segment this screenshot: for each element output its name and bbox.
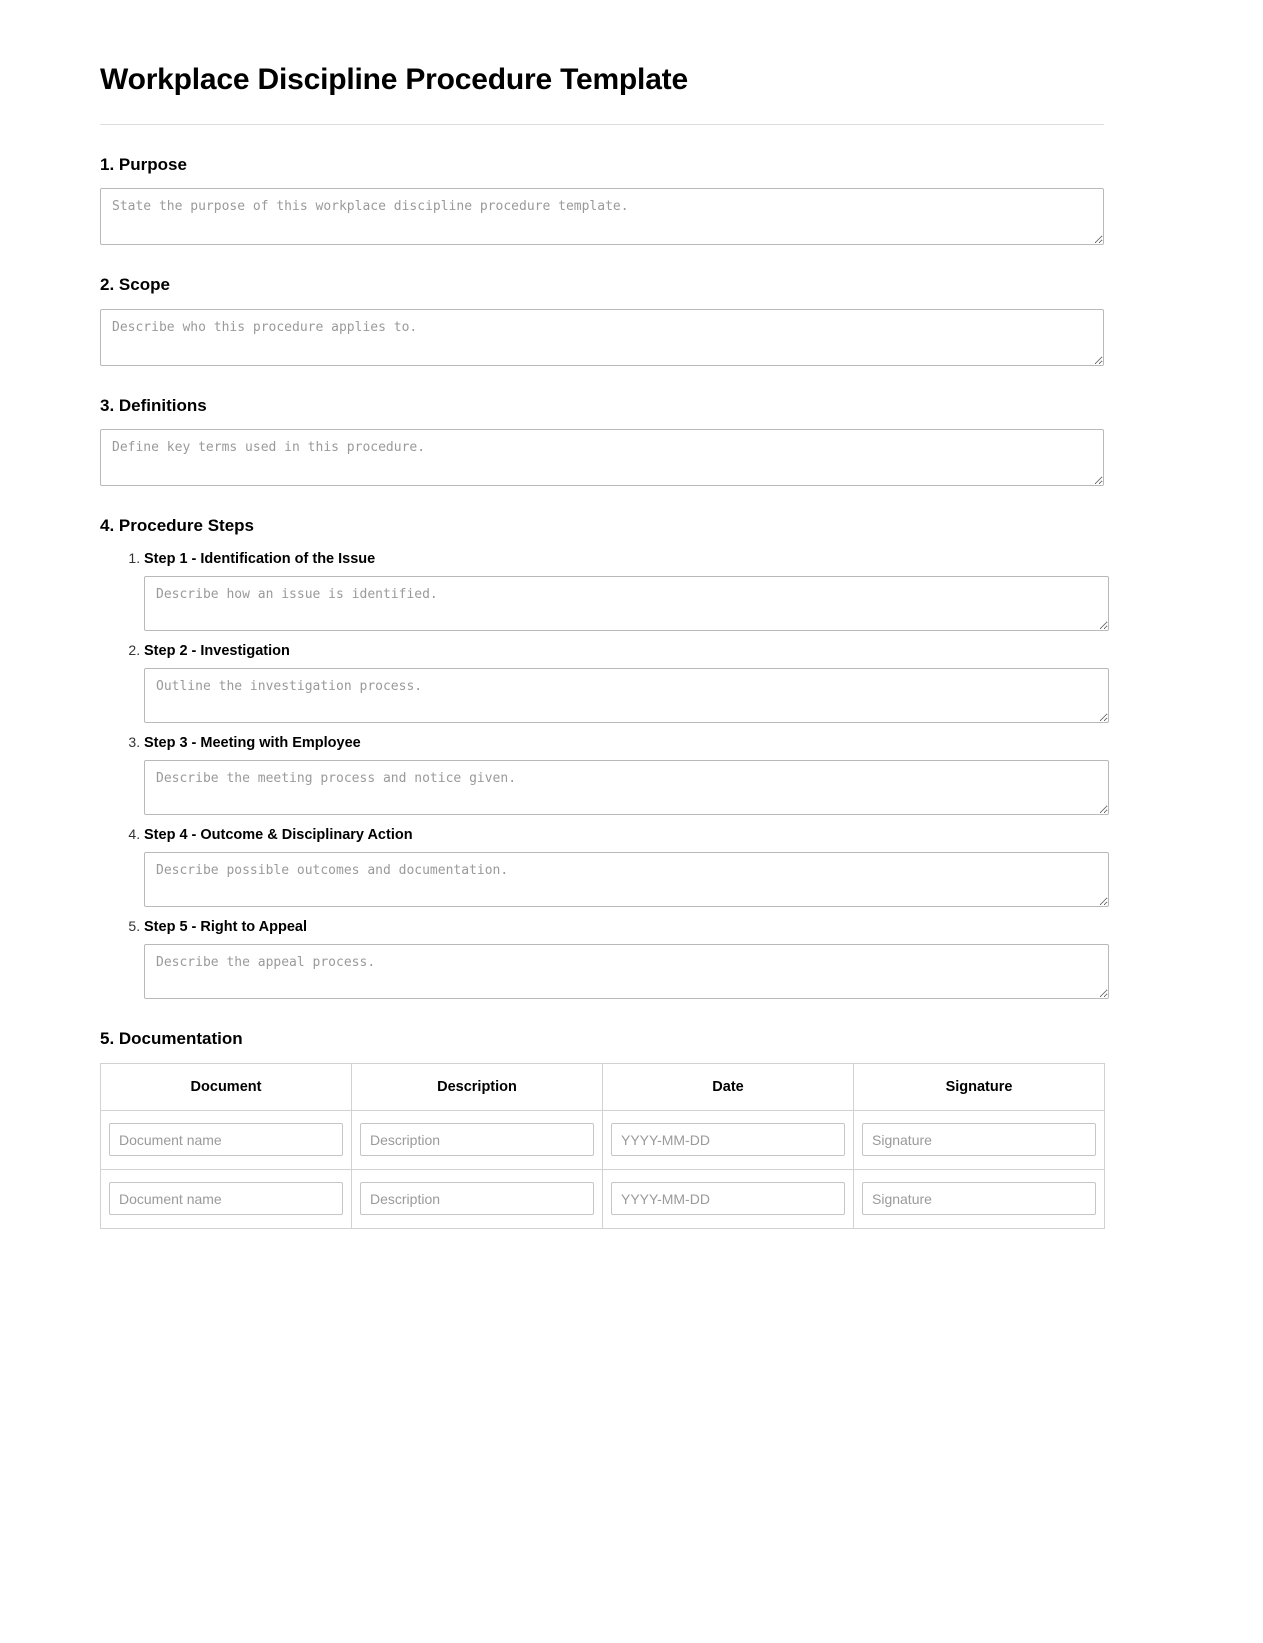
step-label: 3. Step 3 - Meeting with Employee	[144, 734, 361, 751]
table-row	[101, 1110, 1105, 1169]
scope-textarea[interactable]	[100, 309, 1104, 366]
section-heading-procedure-steps: 4. Procedure Steps	[100, 516, 255, 536]
step-4-textarea[interactable]	[144, 852, 1109, 907]
table-header	[101, 1063, 1105, 1110]
purpose-textarea[interactable]	[100, 188, 1104, 245]
step-label: 1. Step 1 - Identification of the Issue	[144, 550, 376, 567]
document-name-input-row-1[interactable]	[109, 1123, 343, 1156]
date-input-row-2[interactable]	[611, 1182, 845, 1215]
section-definitions	[100, 396, 1104, 486]
section-documentation	[100, 1029, 1104, 1228]
title-divider	[100, 124, 1104, 125]
list-item	[144, 918, 1104, 999]
procedure-steps-list	[100, 550, 1104, 1000]
section-scope	[100, 275, 1104, 365]
section-heading-documentation: 5. Documentation	[100, 1029, 243, 1049]
section-purpose	[100, 155, 1104, 245]
documentation-table	[100, 1063, 1105, 1229]
step-label: 5. Step 5 - Right to Appeal	[144, 919, 307, 936]
documentation-table-wrap	[100, 1063, 1104, 1229]
page-title: Workplace Discipline Procedure Template	[100, 63, 688, 96]
column-header-date: Date	[603, 1063, 854, 1110]
table-cell-document	[101, 1169, 352, 1228]
table-cell-signature	[854, 1110, 1105, 1169]
step-label: 4. Step 4 - Outcome & Disciplinary Action	[144, 826, 413, 843]
step-1-textarea[interactable]	[144, 576, 1109, 631]
date-input-row-1[interactable]	[611, 1123, 845, 1156]
section-heading-definitions: 3. Definitions	[100, 395, 207, 415]
table-row	[101, 1169, 1105, 1228]
list-item	[144, 826, 1104, 907]
list-item	[144, 642, 1104, 723]
description-input-row-1[interactable]	[360, 1123, 594, 1156]
step-label: 2. Step 2 - Investigation	[144, 642, 290, 659]
table-cell-date	[603, 1110, 854, 1169]
signature-input-row-1[interactable]	[862, 1123, 1096, 1156]
list-item	[144, 734, 1104, 815]
document-name-input-row-2[interactable]	[109, 1182, 343, 1215]
section-heading-purpose: 1. Purpose	[100, 155, 187, 174]
table-cell-description	[352, 1169, 603, 1228]
signature-input-row-2[interactable]	[862, 1182, 1096, 1215]
definitions-textarea[interactable]	[100, 429, 1104, 486]
table-cell-description	[352, 1110, 603, 1169]
table-cell-signature	[854, 1169, 1105, 1228]
step-5-textarea[interactable]	[144, 944, 1109, 999]
column-header-signature: Signature	[854, 1063, 1105, 1110]
table-header-row	[101, 1063, 1105, 1110]
step-2-textarea[interactable]	[144, 668, 1109, 723]
description-input-row-2[interactable]	[360, 1182, 594, 1215]
column-header-description: Description	[352, 1063, 603, 1110]
section-procedure-steps	[100, 516, 1104, 999]
list-item	[144, 550, 1104, 631]
column-header-document: Document	[101, 1063, 352, 1110]
step-3-textarea[interactable]	[144, 760, 1109, 815]
table-cell-date	[603, 1169, 854, 1228]
section-heading-scope: 2. Scope	[100, 275, 170, 295]
table-cell-document	[101, 1110, 352, 1169]
table-body	[101, 1110, 1105, 1228]
